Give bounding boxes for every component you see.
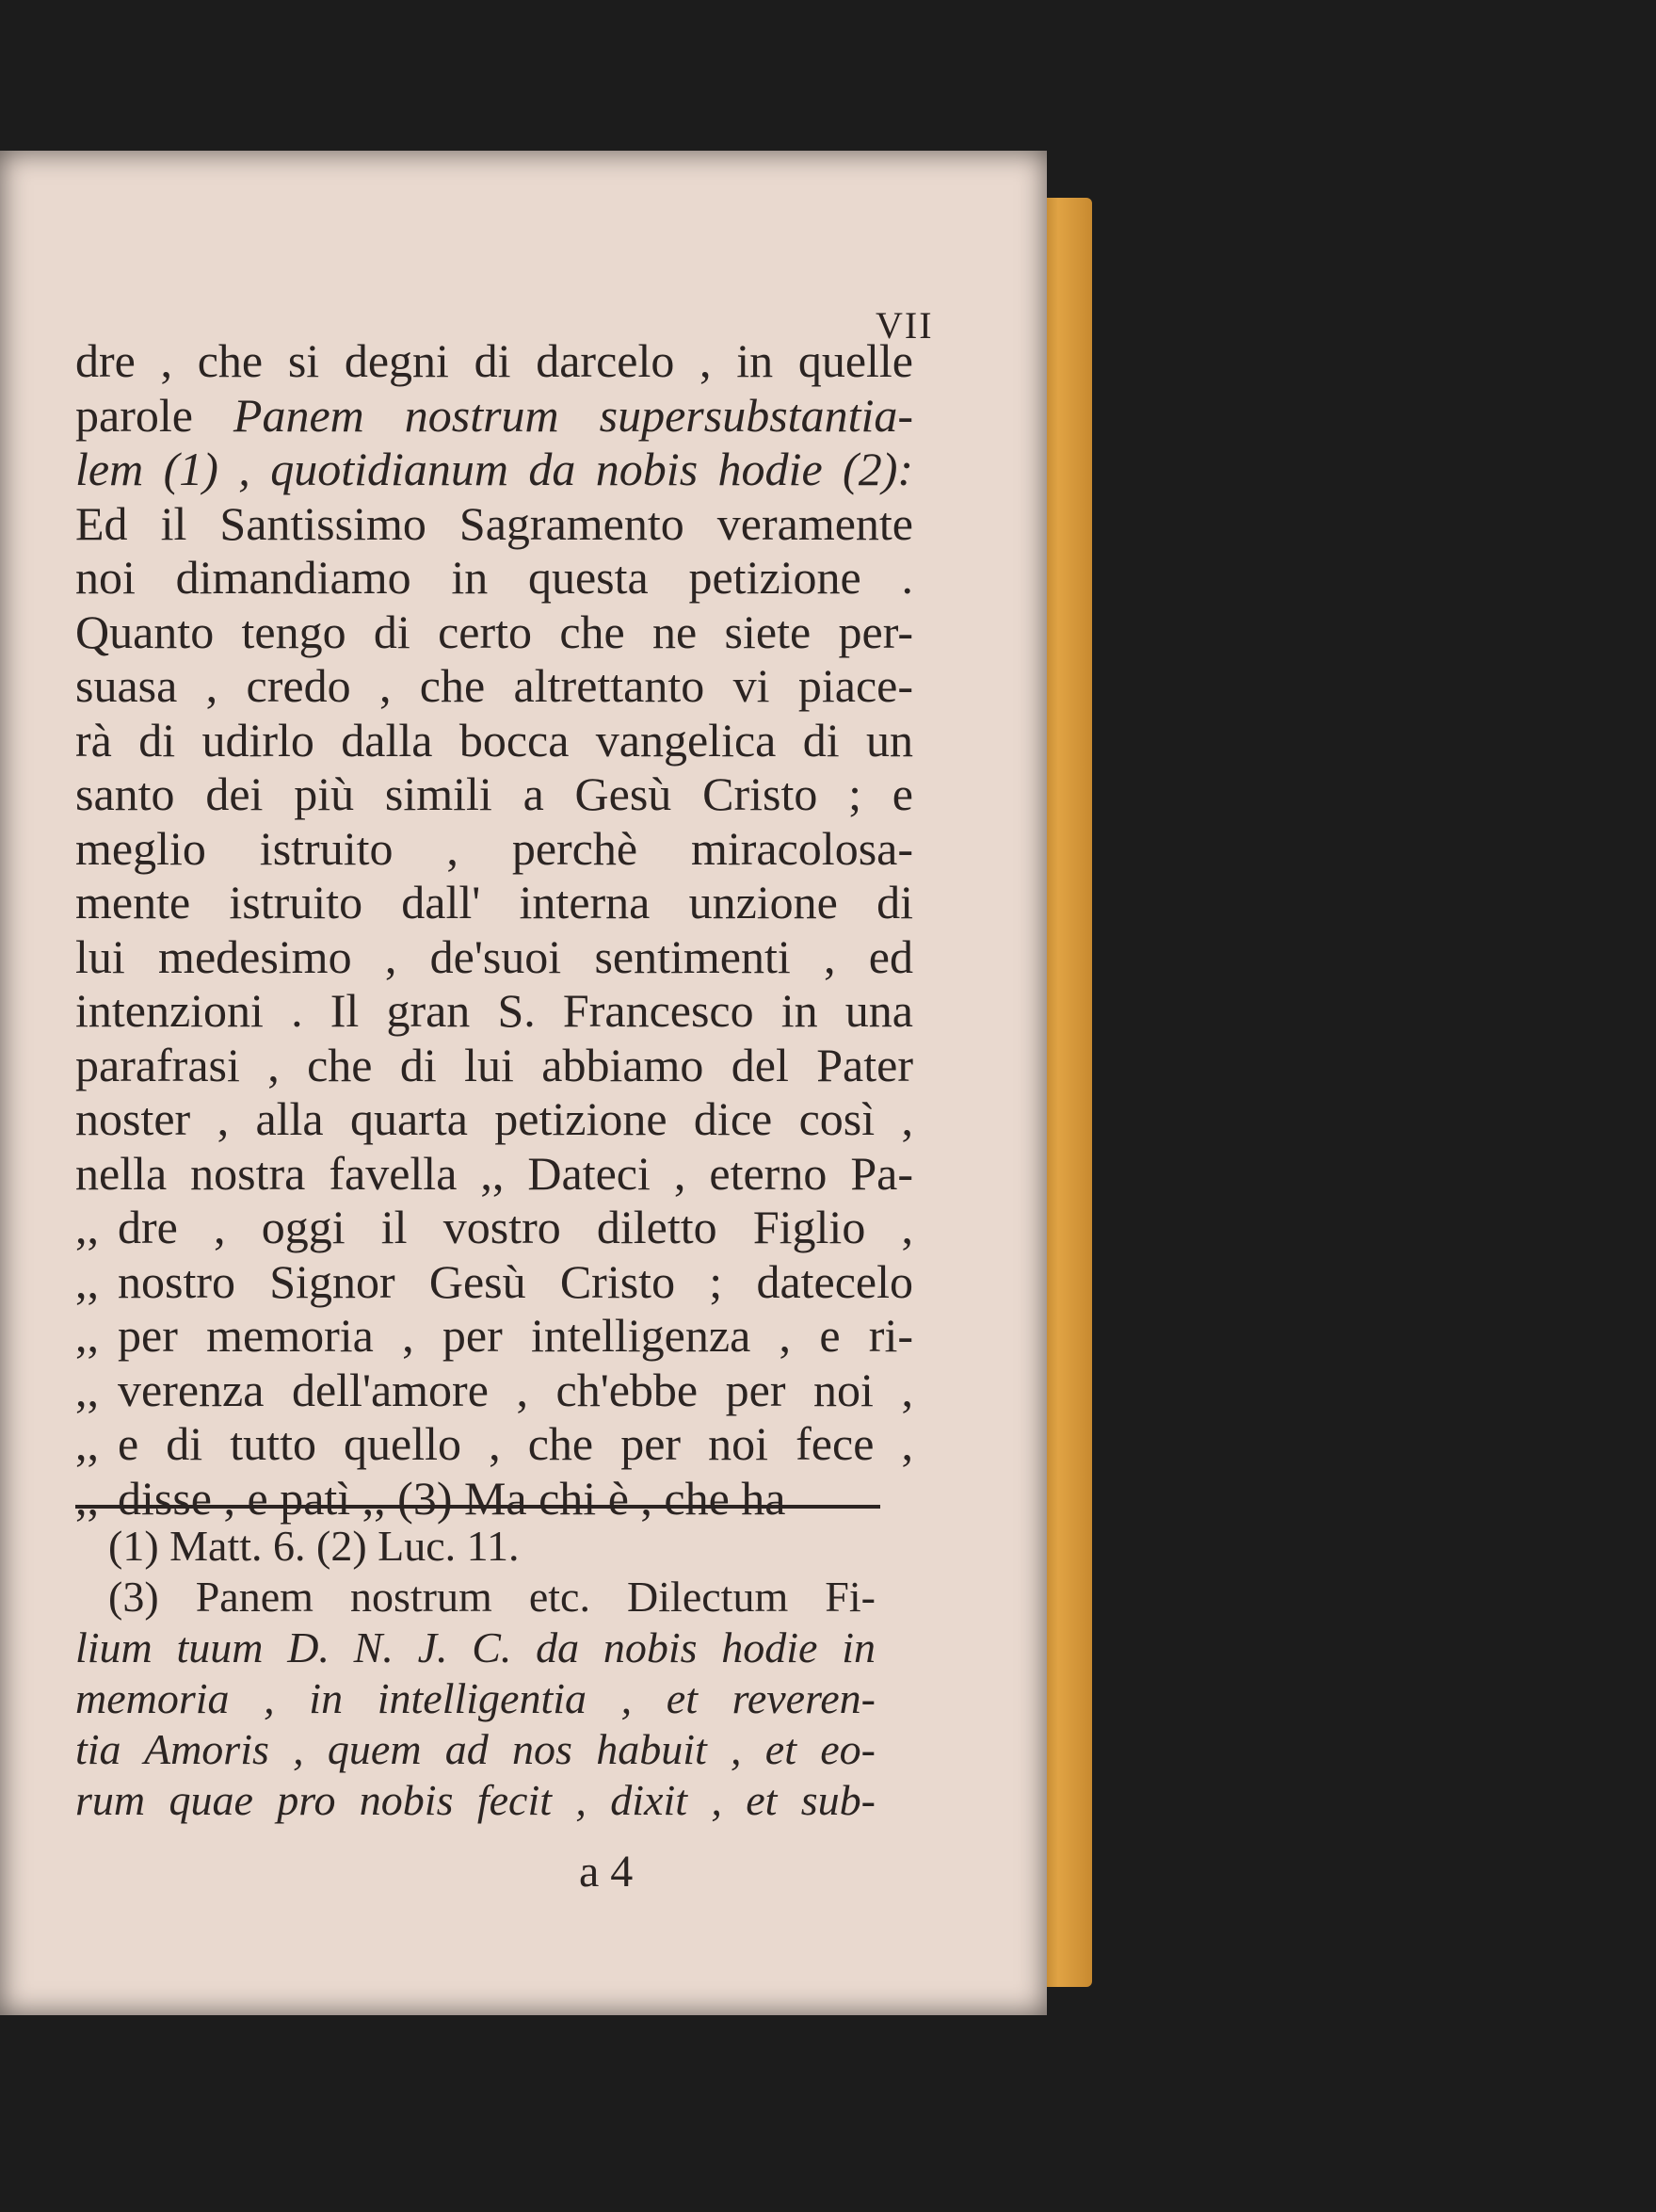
page-number: VII: [876, 304, 934, 347]
text-line: parafrasi , che di lui abbiamo del Pater: [75, 1038, 913, 1091]
quoted-text: per memoria , per intelligenza , e ri-: [118, 1309, 913, 1362]
footnote-line: [75, 1673, 876, 1724]
italic-phrase: Panem nostrum supersubstantia-: [233, 388, 913, 442]
quoted-line: [75, 1417, 913, 1472]
signature-mark: a 4: [579, 1847, 634, 1897]
quote-mark: ,,: [75, 1309, 99, 1362]
italic-phrase: lem (1) , quotidianum da nobis hodie (2):: [75, 443, 913, 495]
text-line: [75, 389, 913, 444]
body-text: [75, 334, 913, 1526]
quoted-line: [75, 1201, 913, 1255]
quote-mark: ,,: [75, 1254, 99, 1308]
footnote-line: (1) Matt. 6. (2) Luc. 11.: [108, 1522, 520, 1570]
text-line: Ed il Santissimo Sagramento veramente: [75, 496, 913, 550]
footnote-line: [75, 1623, 876, 1673]
text-line: nella nostra favella ,, Dateci , eterno Pa-: [75, 1146, 913, 1200]
footnote-line: [75, 1775, 876, 1826]
quoted-text: verenza dell'amore , ch'ebbe per noi ,: [118, 1363, 913, 1416]
quote-mark: ,,: [75, 1201, 99, 1253]
text-line: Quanto tengo di certo che ne siete per-: [75, 605, 913, 658]
footnotes: [75, 1521, 876, 1826]
footnote-line: (3) Panem nostrum etc. Dilectum Fi-: [108, 1573, 876, 1621]
quoted-text: dre , oggi il vostro diletto Figlio ,: [118, 1201, 913, 1253]
quoted-text: e di tutto quello , che per noi fece ,: [118, 1417, 913, 1470]
quoted-line: [75, 1472, 913, 1526]
italic-phrase: rum quae pro nobis fecit , dixit , et sub-: [75, 1776, 876, 1824]
quoted-text: nostro Signor Gesù Cristo ; datecelo: [118, 1254, 913, 1308]
text-line: dre , che si degni di darcelo , in quelle: [75, 334, 913, 387]
quote-mark: ,,: [75, 1471, 99, 1525]
quoted-line: [75, 1255, 913, 1310]
quoted-line: [75, 1309, 913, 1364]
text-line: lui medesimo , de'suoi sentimenti , ed: [75, 929, 913, 983]
text-line: suasa , credo , che altrettanto vi piace-: [75, 659, 913, 712]
text-line: rà di udirlo dalla bocca vangelica di un: [75, 713, 913, 767]
text-line: meglio istruito , perchè miracolosa-: [75, 821, 913, 875]
text-line: mente istruito dall' interna unzione di: [75, 876, 913, 928]
text-line: santo dei più simili a Gesù Cristo ; e: [75, 767, 913, 820]
text-fragment: parole: [75, 388, 193, 442]
quoted-line: [75, 1364, 913, 1418]
quoted-text: disse , e patì ,, (3) Ma chi è , che ha: [118, 1471, 786, 1525]
footnote-line: [75, 1724, 876, 1775]
italic-phrase: memoria , in intelligentia , et reveren-: [75, 1674, 876, 1722]
quote-mark: ,,: [75, 1417, 99, 1470]
quote-mark: ,,: [75, 1363, 99, 1416]
italic-phrase: tia Amoris , quem ad nos habuit , et eo-: [75, 1725, 876, 1773]
text-line: intenzioni . Il gran S. Francesco in una: [75, 984, 913, 1037]
footnote-rule: [75, 1505, 880, 1509]
text-line: [75, 443, 913, 497]
text-line: noi dimandiamo in questa petizione .: [75, 551, 913, 604]
text-line: noster , alla quarta petizione dice così ,: [75, 1092, 913, 1145]
italic-phrase: lium tuum D. N. J. C. da nobis hodie in: [75, 1623, 876, 1671]
